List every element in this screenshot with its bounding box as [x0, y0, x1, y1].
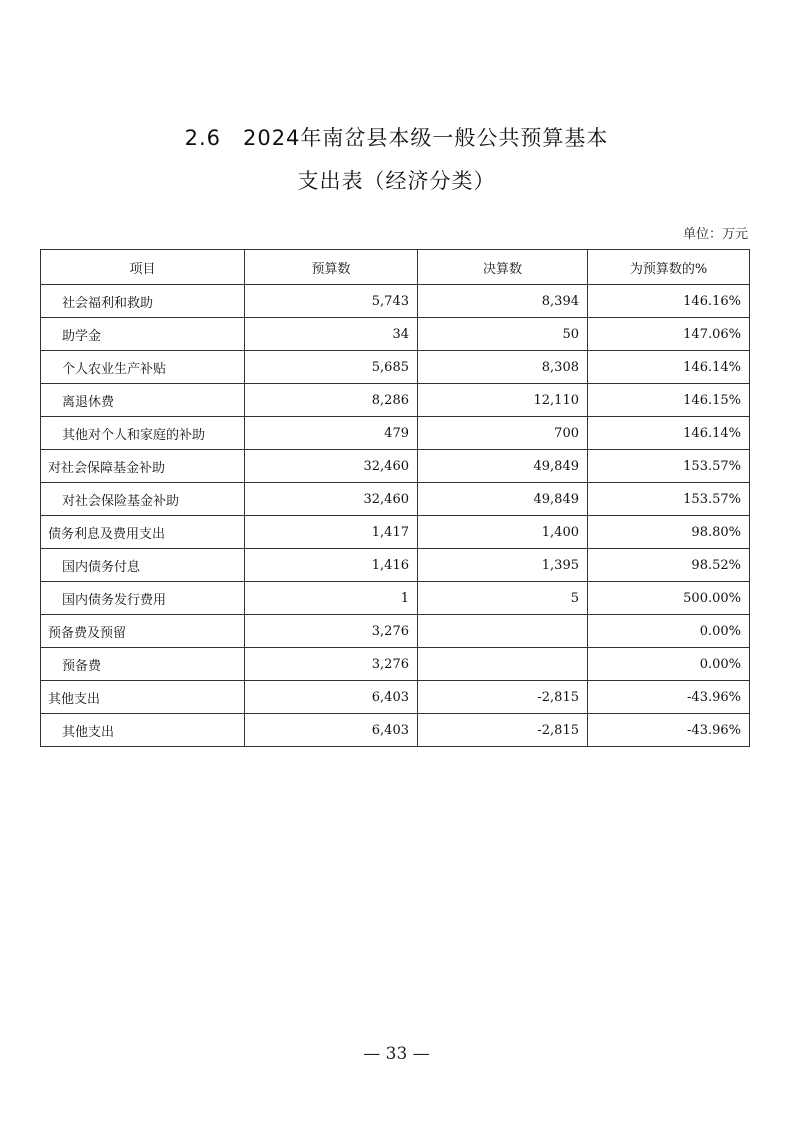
row-percent: 147.06% — [588, 318, 750, 351]
row-final: 12,110 — [418, 384, 588, 417]
row-final: 50 — [418, 318, 588, 351]
row-final: 5 — [418, 582, 588, 615]
row-percent: 146.16% — [588, 285, 750, 318]
row-budget: 32,460 — [245, 450, 418, 483]
table-row — [41, 714, 750, 747]
row-budget: 5,685 — [245, 351, 418, 384]
table-row — [41, 450, 750, 483]
row-name: 对社会保险基金补助 — [41, 483, 245, 516]
row-name: 国内债务发行费用 — [41, 582, 245, 615]
row-percent: 0.00% — [588, 615, 750, 648]
row-percent: 98.52% — [588, 549, 750, 582]
row-name: 对社会保障基金补助 — [41, 450, 245, 483]
row-percent: 153.57% — [588, 483, 750, 516]
header-budget: 预算数 — [245, 250, 418, 285]
row-name: 离退休费 — [41, 384, 245, 417]
expenditure-table — [40, 249, 750, 747]
row-budget: 1,416 — [245, 549, 418, 582]
row-final: -2,815 — [418, 714, 588, 747]
row-budget: 34 — [245, 318, 418, 351]
row-budget: 6,403 — [245, 681, 418, 714]
row-budget: 3,276 — [245, 615, 418, 648]
row-percent: 500.00% — [588, 582, 750, 615]
row-final: 49,849 — [418, 483, 588, 516]
row-final: 700 — [418, 417, 588, 450]
row-final: 8,394 — [418, 285, 588, 318]
row-budget: 3,276 — [245, 648, 418, 681]
row-percent: 146.14% — [588, 351, 750, 384]
row-final: -2,815 — [418, 681, 588, 714]
row-final: 8,308 — [418, 351, 588, 384]
row-name: 其他支出 — [41, 681, 245, 714]
table-row — [41, 285, 750, 318]
title-line-2: 支出表（经济分类） — [297, 169, 496, 193]
row-percent: 146.14% — [588, 417, 750, 450]
table-row — [41, 516, 750, 549]
row-budget: 32,460 — [245, 483, 418, 516]
table-header-row — [41, 250, 750, 285]
row-final — [418, 648, 588, 681]
row-name: 其他对个人和家庭的补助 — [41, 417, 245, 450]
row-budget: 8,286 — [245, 384, 418, 417]
row-final: 49,849 — [418, 450, 588, 483]
row-percent: 146.15% — [588, 384, 750, 417]
row-percent: -43.96% — [588, 681, 750, 714]
row-name: 其他支出 — [41, 714, 245, 747]
table-row — [41, 648, 750, 681]
title-line-1: 2.6 2024年南岔县本级一般公共预算基本 — [184, 126, 609, 150]
table-row — [41, 318, 750, 351]
row-percent: 0.00% — [588, 648, 750, 681]
page-number: — 33 — — [363, 1044, 430, 1064]
row-budget: 1,417 — [245, 516, 418, 549]
table-row — [41, 615, 750, 648]
header-item: 项目 — [41, 250, 245, 285]
row-percent: 153.57% — [588, 450, 750, 483]
row-final — [418, 615, 588, 648]
row-budget: 479 — [245, 417, 418, 450]
table-row — [41, 549, 750, 582]
table-row — [41, 417, 750, 450]
row-name: 预备费 — [41, 648, 245, 681]
table-row — [41, 351, 750, 384]
row-final: 1,400 — [418, 516, 588, 549]
row-budget: 5,743 — [245, 285, 418, 318]
row-budget: 1 — [245, 582, 418, 615]
row-percent: 98.80% — [588, 516, 750, 549]
row-name: 债务利息及费用支出 — [41, 516, 245, 549]
unit-label: 单位：万元 — [682, 227, 748, 242]
row-name: 社会福利和救助 — [41, 285, 245, 318]
row-name: 个人农业生产补贴 — [41, 351, 245, 384]
row-final: 1,395 — [418, 549, 588, 582]
row-percent: -43.96% — [588, 714, 750, 747]
row-name: 助学金 — [41, 318, 245, 351]
table-row — [41, 681, 750, 714]
table-row — [41, 384, 750, 417]
row-name: 国内债务付息 — [41, 549, 245, 582]
table-row — [41, 582, 750, 615]
header-percent: 为预算数的% — [588, 250, 750, 285]
row-budget: 6,403 — [245, 714, 418, 747]
row-name: 预备费及预留 — [41, 615, 245, 648]
table-row — [41, 483, 750, 516]
header-final: 决算数 — [418, 250, 588, 285]
